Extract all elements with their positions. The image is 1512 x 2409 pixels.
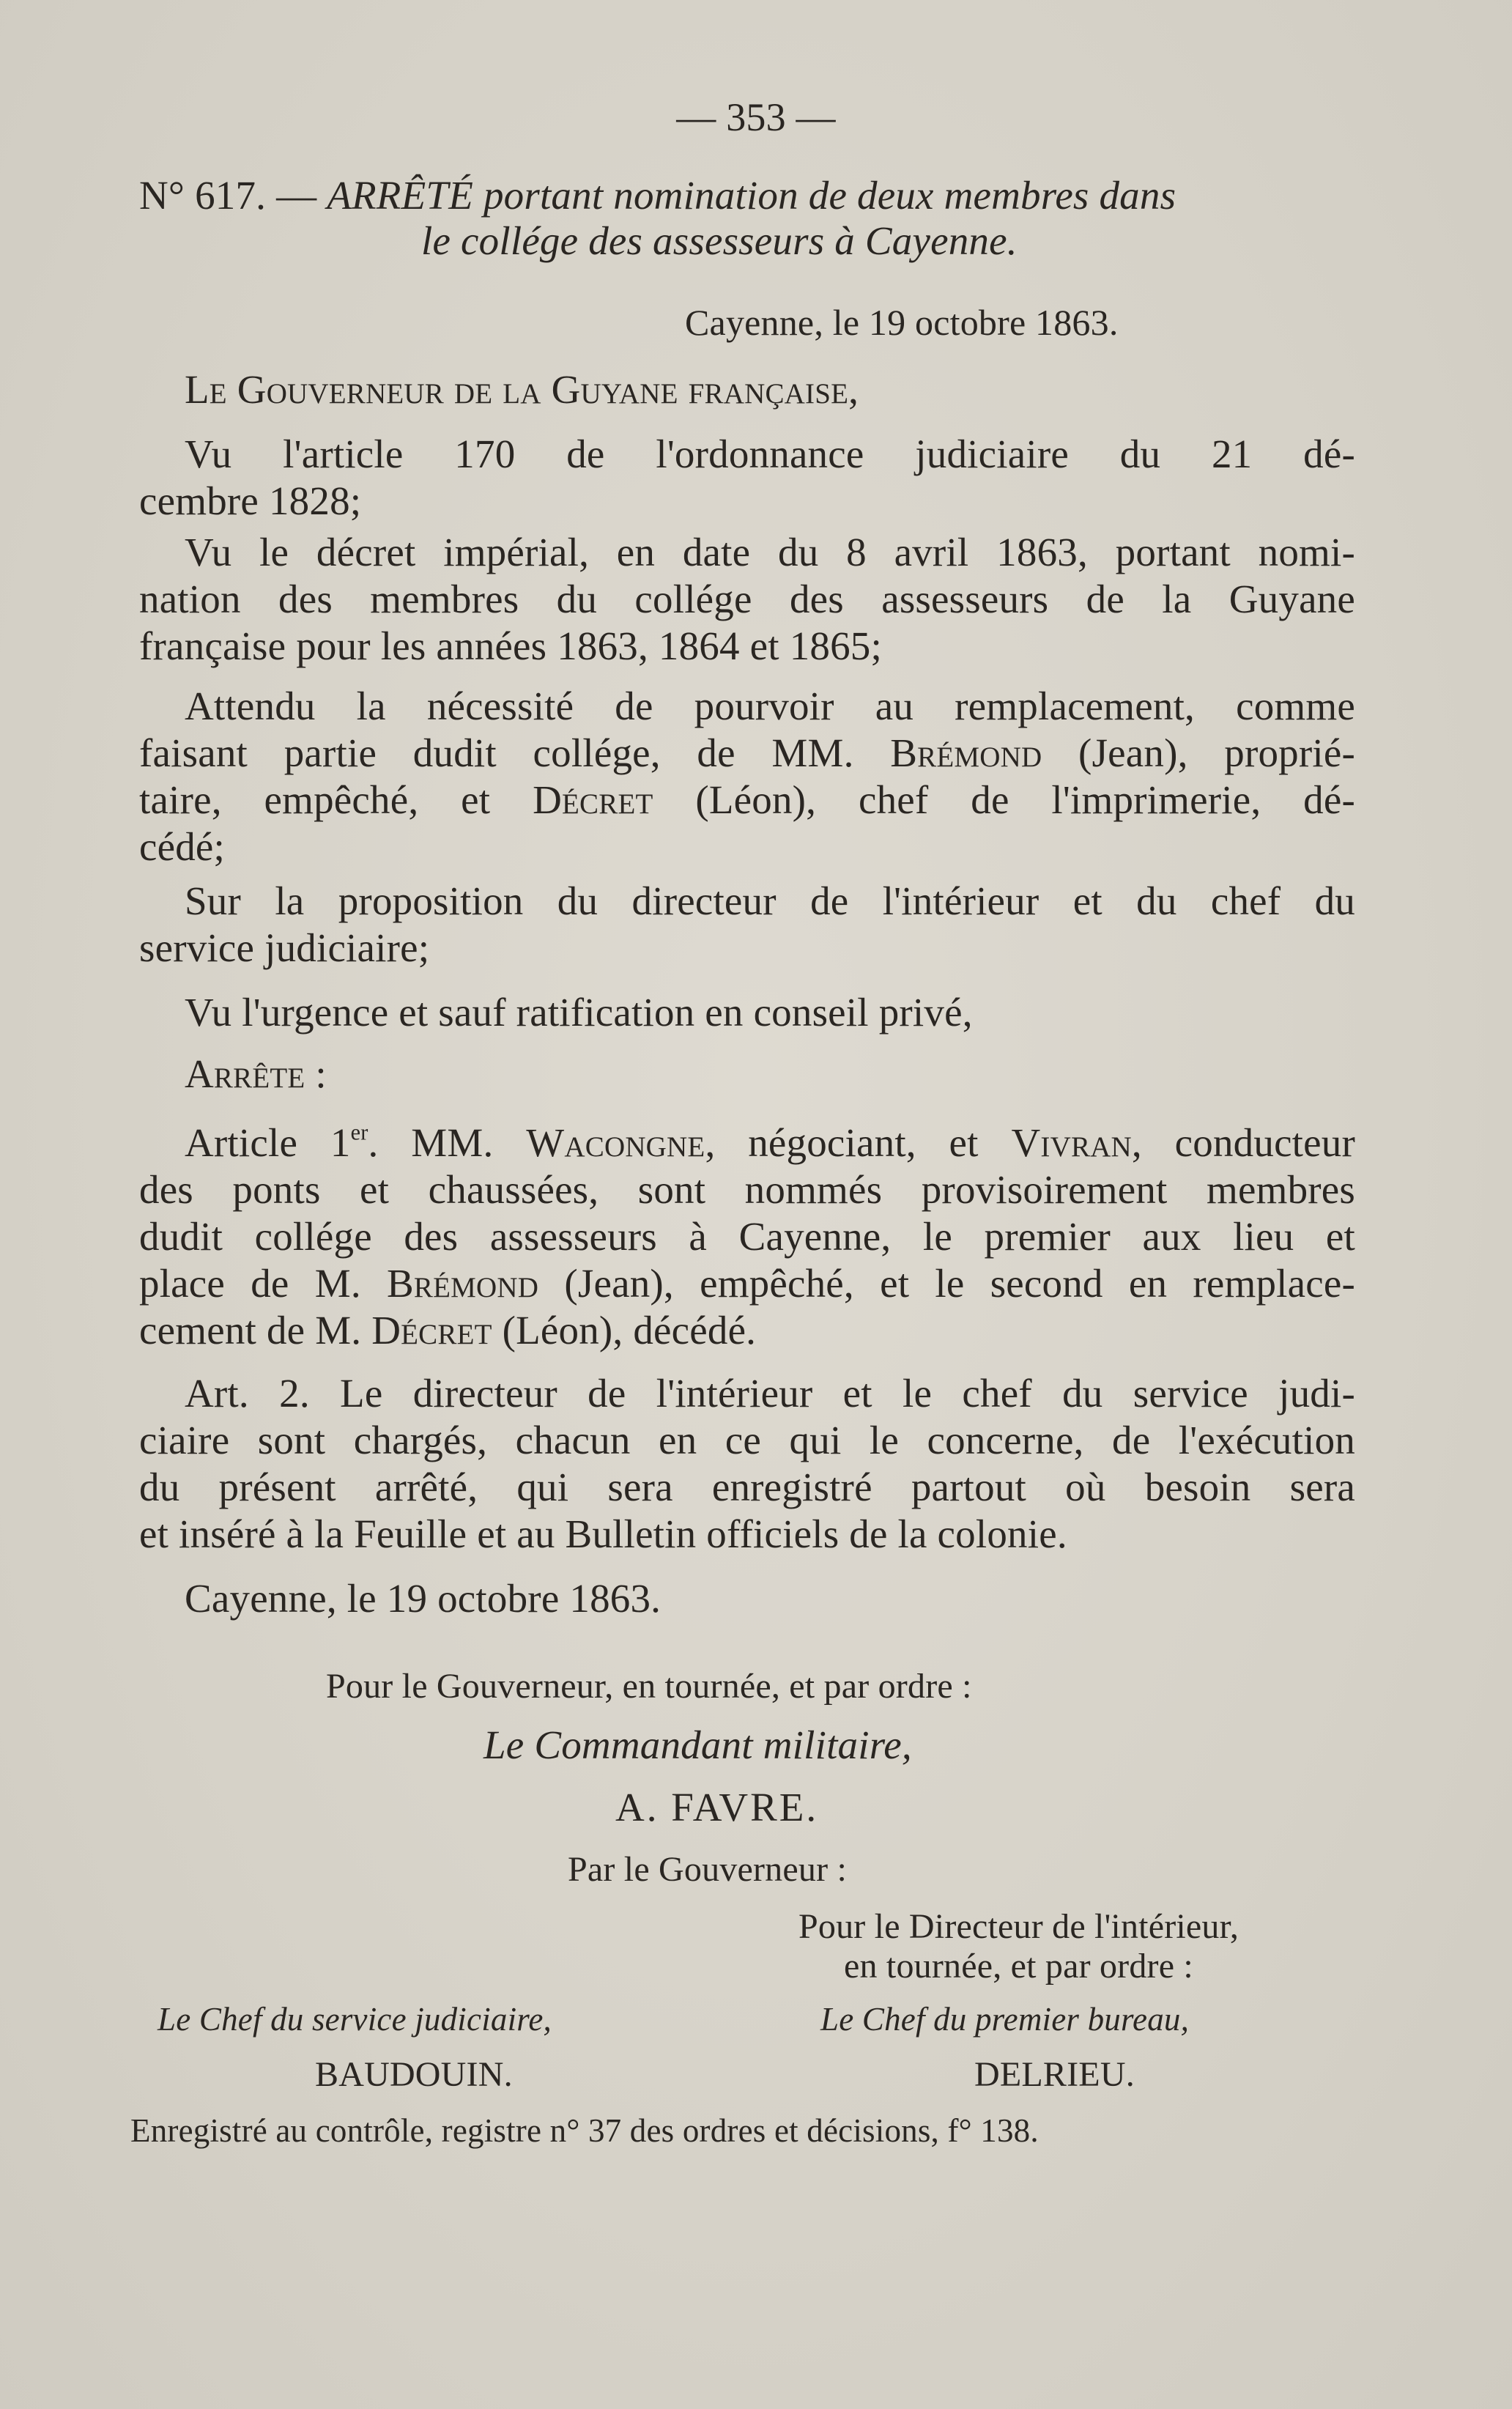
text-span: Article 1: [185, 1120, 351, 1165]
chef-service-judiciaire: Le Chef du service judiciaire,: [158, 2001, 552, 2038]
vu1-line-2: cembre 1828;: [139, 478, 362, 523]
vu1-line-1: Vu l'article 170 de l'ordonnance judiciaire du 21 dé-: [185, 432, 1355, 476]
article1-line-2: des ponts et chaussées, sont nommés provisoirement membres: [139, 1167, 1355, 1212]
article1-line-1: [185, 1120, 1355, 1166]
signature-favre: A. FAVRE.: [615, 1785, 819, 1829]
name-decret: Décret: [533, 777, 653, 822]
text-span: (Léon), chef de l'imprimerie, dé-: [653, 777, 1356, 822]
article2-line-4: et inséré à la Feuille et au Bulletin officiels de la colonie.: [139, 1511, 1067, 1556]
sur-line-2: service judiciaire;: [139, 925, 430, 970]
article2-line-3: du présent arrêté, qui sera enregistré partout où besoin sera: [139, 1465, 1355, 1509]
par-gouverneur: Par le Gouverneur :: [568, 1850, 848, 1889]
attendu-line-2: [139, 730, 1355, 777]
text-span: faisant partie dudit collége, de MM.: [139, 730, 891, 775]
heading-line-2: le collége des assesseurs à Cayenne.: [421, 218, 1018, 263]
attendu-line-3: [139, 777, 1355, 824]
article1-line-5: [139, 1307, 1355, 1354]
name-bremond: Brémond: [890, 730, 1042, 775]
closing-date: Cayenne, le 19 octobre 1863.: [185, 1576, 662, 1621]
text-span: place de M.: [139, 1261, 388, 1306]
pour-directeur-line-2: en tournée, et par ordre :: [844, 1947, 1193, 1986]
vu2-line-1: Vu le décret impérial, en date du 8 avril 1863, portant nomi-: [185, 530, 1355, 574]
vu2-line-2: nation des membres du collége des assesseurs de la Guyane: [139, 577, 1355, 621]
arrete-label: Arrête :: [185, 1051, 327, 1096]
governor-intro: Le Gouverneur de la Guyane française,: [185, 367, 859, 412]
signature-delrieu: DELRIEU.: [974, 2055, 1135, 2094]
text-span: taire, empêché, et: [139, 777, 533, 822]
commandant-militaire: Le Commandant militaire,: [483, 1722, 912, 1767]
article2-line-1: Art. 2. Le directeur de l'intérieur et le chef du service judi-: [185, 1371, 1355, 1416]
vu2-line-3: française pour les années 1863, 1864 et 1865;: [139, 623, 882, 668]
page-number: — 353 —: [676, 95, 836, 139]
sur-line-1: Sur la proposition du directeur de l'intérieur et du chef du: [185, 878, 1355, 923]
name-bremond: Brémond: [387, 1261, 539, 1306]
urgence-line: Vu l'urgence et sauf ratification en conseil privé,: [185, 990, 973, 1035]
name-wacongne: Wacongne: [526, 1120, 705, 1165]
text-span: , négociant, et: [705, 1120, 1012, 1165]
article1-line-3: dudit collége des assesseurs à Cayenne, le premier aux lieu et: [139, 1214, 1355, 1259]
attendu-line-1: Attendu la nécessité de pourvoir au remplacement, comme: [185, 684, 1355, 728]
pour-directeur-line-1: Pour le Directeur de l'intérieur,: [798, 1907, 1239, 1946]
heading-line-1: [139, 172, 1355, 219]
attendu-line-4: cédé;: [139, 824, 226, 869]
article2-line-2: ciaire sont chargés, chacun en ce qui le concerne, de l'exécution: [139, 1418, 1355, 1462]
registration-footer: Enregistré au contrôle, registre n° 37 des ordres et décisions, f° 138.: [130, 2112, 1039, 2149]
text-span: (Jean), proprié-: [1042, 730, 1355, 775]
superscript: er: [350, 1120, 368, 1145]
chef-premier-bureau: Le Chef du premier bureau,: [820, 2001, 1190, 2038]
decree-number: N° 617. —: [139, 173, 317, 218]
dateline: Cayenne, le 19 octobre 1863.: [685, 302, 1119, 343]
text-span: (Léon), décédé.: [492, 1308, 757, 1352]
text-span: , conducteur: [1131, 1120, 1355, 1165]
text-span: (Jean), empêché, et le second en remplace-: [538, 1261, 1356, 1306]
signature-baudouin: BAUDOUIN.: [315, 2055, 513, 2094]
pour-gouverneur: Pour le Gouverneur, en tournée, et par ordre :: [326, 1667, 972, 1706]
text-span: cement de M.: [139, 1308, 372, 1352]
name-vivran: Vivran: [1011, 1120, 1132, 1165]
article1-line-4: [139, 1260, 1355, 1307]
name-decret: Décret: [371, 1308, 492, 1352]
text-span: . MM.: [368, 1120, 527, 1165]
decree-title: ARRÊTÉ portant nomination de deux membres dans: [327, 173, 1176, 218]
